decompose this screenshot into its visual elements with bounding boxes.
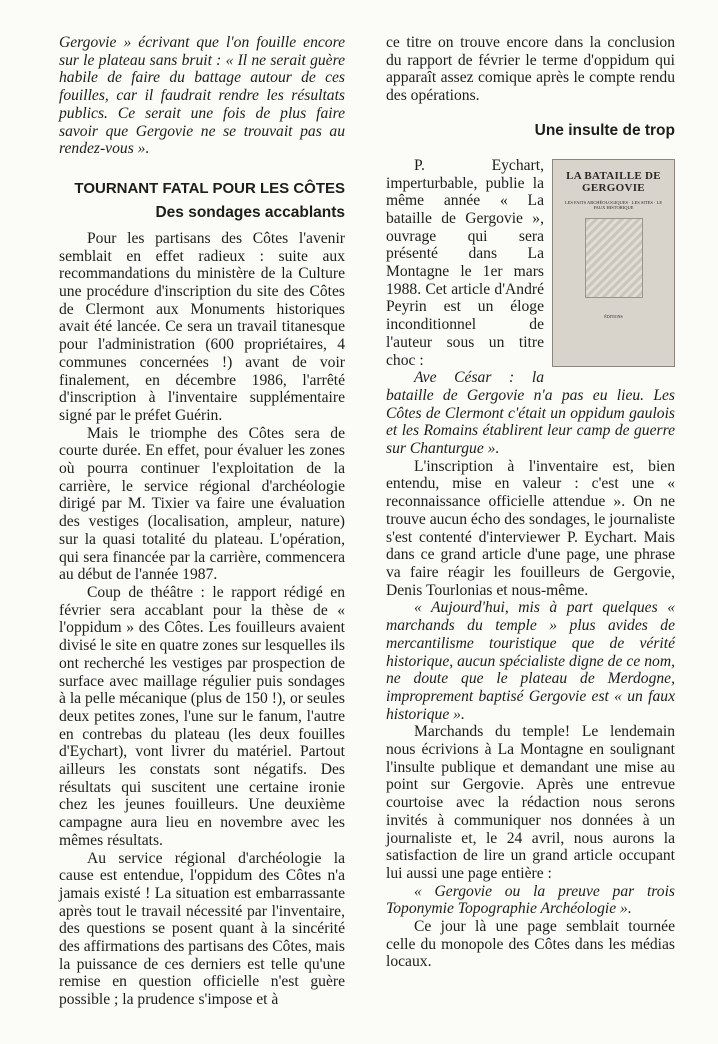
section-heading-tournant-fatal: TOURNANT FATAL POUR LES CÔTES bbox=[74, 179, 345, 197]
paragraph-inscription: L'inscription à l'inventaire est, bien entendu, mise en valeur : c'est une « reconnaissance officielle attendue ». On ne trouve aucun écho des sondages, le journaliste s'est contenté d'interviewer P. Eychart. Mais dans ce grand article d'une page, une phrase va faire réagir les fouilleurs de Gergovie, Denis Tourlonias et nous-même. bbox=[386, 457, 675, 599]
paragraph-partisans: Pour les partisans des Côtes l'avenir semblait en effet radieux : suite aux recommandations du ministère de la Culture une procédure d'inscription du site des Côtes de Clermont aux Monuments historiques avait été lancée. Ce sera un travail titanesque pour l'administration (600 propriétaires, 4 communes concernées !) avant de voir finalement, en décembre 1986, l'arrêté d'inscription à l'inventaire supplémentaire signé par le préfet Guérin. bbox=[59, 229, 345, 424]
book-cover-publisher: ÉDITIONS bbox=[604, 313, 623, 319]
paragraph-triomphe: Mais le triomphe des Côtes sera de courte durée. En effet, pour évaluer les zones où pourra continuer l'exploitation de la carrière, le service régional d'archéologie dirigé par M. Tixier va faire une évaluation des vestiges (localisation, ampleur, nature) sur la quasi totalité du plateau. L'opération, qui sera financée par la carrière, commencera au début de l'année 1987. bbox=[59, 424, 345, 584]
paragraph-marchands: Marchands du temple! Le lendemain nous écrivions à La Montagne en soulignant l'insulte publique et demandant une mise au point sur Gergovie. Après une entrevue courtoise avec la rédaction nous serons invités à communiquer nos données à un journaliste et, le 24 avril, nous aurons la satisfaction de lire un grand article occupant lui aussi une page entière : bbox=[386, 723, 675, 882]
intro-paragraph: Gergovie » écrivant que l'on fouille encore sur le plateau sans bruit : « Il ne serait guère habile de faire du battage autour de ces fouilles, car il faudrait rendre les résultats publics. Ce serait une fois de plus faire savoir que Gergovie ne se trouvait pas au rendez-vous ». bbox=[59, 34, 345, 158]
paragraph-ce-jour: Ce jour là une page semblait tournée celle du monopole des Côtes dans les médias locaux. bbox=[386, 918, 675, 971]
quote-aujourdhui: « Aujourd'hui, mis à part quelques « marchands du temple » plus avides de mercantilisme touristique que de vérité historique, aucun spécialiste digne de ce nom, ne doute que le plateau de Merdogne, improprement baptisé Gergovie est « un faux historique ». bbox=[386, 599, 675, 723]
paragraph-service-regional: Au service régional d'archéologie la cause est entendue, l'oppidum des Côtes n'a jamais existé ! La situation est embarrassante après tout le travail nécessité par l'inventaire, des questions se posent quant à la sincérité des affirmations des partisans des Côtes, mais la puissance de ces derniers est telle qu'une remise en question officielle n'est guère possible ; la prudence s'impose et à bbox=[59, 849, 345, 1009]
paragraph-coup-de-theatre: Coup de théâtre : le rapport rédigé en février sera accablant pour la thèse de « l'oppidum » des Côtes. Les fouilleurs avaient divisé le site en quatre zones sur lesquelles ils ont recherché les vestiges par prospection de surface avec maillage régulier puis sondages à la pelle mécanique (plus de 150 !), or seules deux petites zones, l'une sur le fanum, l'autre en contrebas du plateau (les deux fouilles d'Eychart), vont livrer du matériel. Partout ailleurs les constats sont négatifs. Des résultats qui suscitent une certaine ironie chez les jeunes fouilleurs. Une deuxième campagne aura lieu en novembre avec les mêmes résultats. bbox=[59, 583, 345, 849]
book-cover-image bbox=[552, 159, 675, 367]
book-cover-title: LA BATAILLE DE GERGOVIE bbox=[566, 169, 661, 194]
left-column bbox=[59, 34, 345, 1009]
book-cover-subtitle: LES FAITS ARCHÉOLOGIQUES · LES SITES · LE FAUX HISTORIQUE bbox=[564, 199, 663, 210]
subsection-heading-sondages: Des sondages accablants bbox=[155, 203, 345, 221]
paragraph-conclusion: ce titre on trouve encore dans la conclusion du rapport de février le terme d'oppidum qui apparaît assez comique après le compte rendu des opérations. bbox=[386, 34, 675, 105]
paragraph-eychart-publie: P. Eychart, imperturbable, publie la même année « La bataille de Gergovie », ouvrage qui sera présenté dans La Montagne le 1er mars 1988. Cet article d'André Peyrin est un éloge inconditionnel de l'auteur sous un titre choc : bbox=[386, 156, 544, 369]
right-column bbox=[386, 34, 675, 971]
quote-ave-cesar: Ave César : la bataille de Gergovie n'a pas eu lieu. Les Côtes de Clermont c'était un oppidum gaulois et les Romains établirent leur camp de guerre sur Chanturgue ». bbox=[386, 369, 675, 458]
quote-gergovie-preuve: « Gergovie ou la preuve par trois Toponymie Topographie Archéologie ». bbox=[386, 882, 675, 918]
section-heading-insulte: Une insulte de trop bbox=[534, 121, 675, 139]
book-cover-illustration bbox=[585, 218, 643, 298]
